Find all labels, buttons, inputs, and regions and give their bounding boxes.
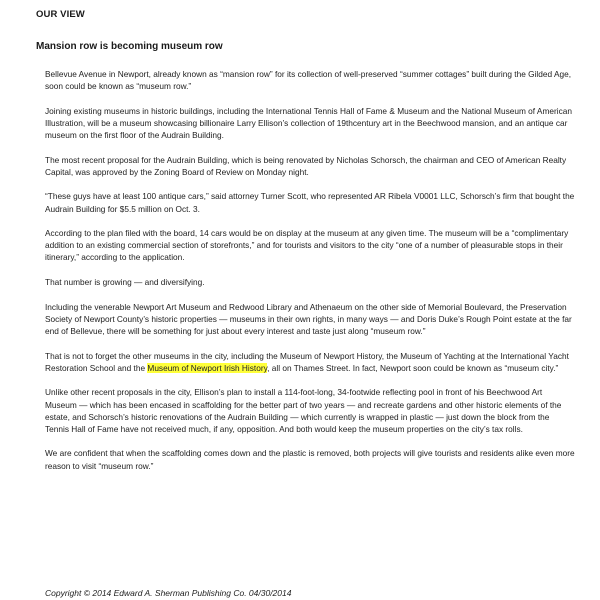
paragraph-7: Including the venerable Newport Art Museum and Redwood Library and Athenaeum on the other side of Memorial Boulevard, the Preservation Society of Newport County’s historic properties — museums in their own rights, in many ways — and Doris Duke’s Rough Point estate at the far end of Bellevue, there will be something for just about every interest and taste just along “museum row.” [45, 301, 572, 336]
paragraph-4: “These guys have at least 100 antique cars,” said attorney Turner Scott, who represented AR Ribela V0001 LLC, Schorsch’s firm that bought the Audrain Building for $5.5 million on Oct. 3. [45, 191, 575, 214]
paragraph-1: Bellevue Avenue in Newport, already known as “mansion row” for its collection of well-preserved “summer cottages” built during the Gilded Age, soon could be known as “museum row.” [45, 69, 572, 92]
paragraph-8-before: That is not to forget the other museums in the city, including the Museum of Newport History, the Museum of Yachting at the International Yacht Restoration School and the [45, 350, 569, 373]
paragraph-5: According to the plan filed with the board, 14 cars would be on display at the museum at any given time. The museum will be a “complimentary addition to an existing commercial section of storefronts,” and for tourists and visitors to the city “one of a number of pleasurable stops in their itinerary,” according to the application. [45, 228, 569, 263]
paragraph-6: That number is growing — and diversifying. [45, 277, 205, 288]
paragraph-9: Unlike other recent proposals in the city, Ellison’s plan to install a 114-foot-long, 34-footwide reflecting pool in front of his Beechwood Art Museum — which has been encased in scaffolding for the better part of two years — and recreate gardens and other historic elements of the estate, and Schorsch’s historic renovations of the Audrain Building — which currently is wrapped in plastic — just down the block from the Tennis Hall of Fame have not received much, if any, opposition. And both would keep the museum properties on the city’s tax rolls. [45, 387, 562, 434]
paragraph-8 [45, 350, 575, 374]
paragraph-3: The most recent proposal for the Audrain Building, which is being renovated by Nicholas Schorsch, the chairman and CEO of American Realty Capital, was approved by the Zoning Board of Review on Monday night. [45, 154, 567, 177]
copyright-line: Copyright © 2014 Edward A. Sherman Publishing Co. 04/30/2014 [45, 588, 292, 598]
section-label: OUR VIEW [36, 9, 85, 20]
paragraph-10: We are confident that when the scaffolding comes down and the plastic is removed, both projects will give tourists and residents alike even more reason to visit “museum row.” [45, 448, 575, 471]
highlighted-museum-name: Museum of Newport Irish History [147, 362, 268, 373]
article-body [45, 68, 575, 484]
paragraph-8-after: , all on Thames Street. In fact, Newport soon could be known as “museum city.” [267, 362, 559, 373]
paragraph-2: Joining existing museums in historic buildings, including the International Tennis Hall of Fame & Museum and the National Museum of American Illustration, will be a museum showcasing billionaire Larry Ellison’s collection of 19thcentury art in the Beechwood mansion, and an antique car museum on the first floor of the Audrain Building. [45, 105, 572, 140]
headline: Mansion row is becoming museum row [36, 41, 223, 52]
